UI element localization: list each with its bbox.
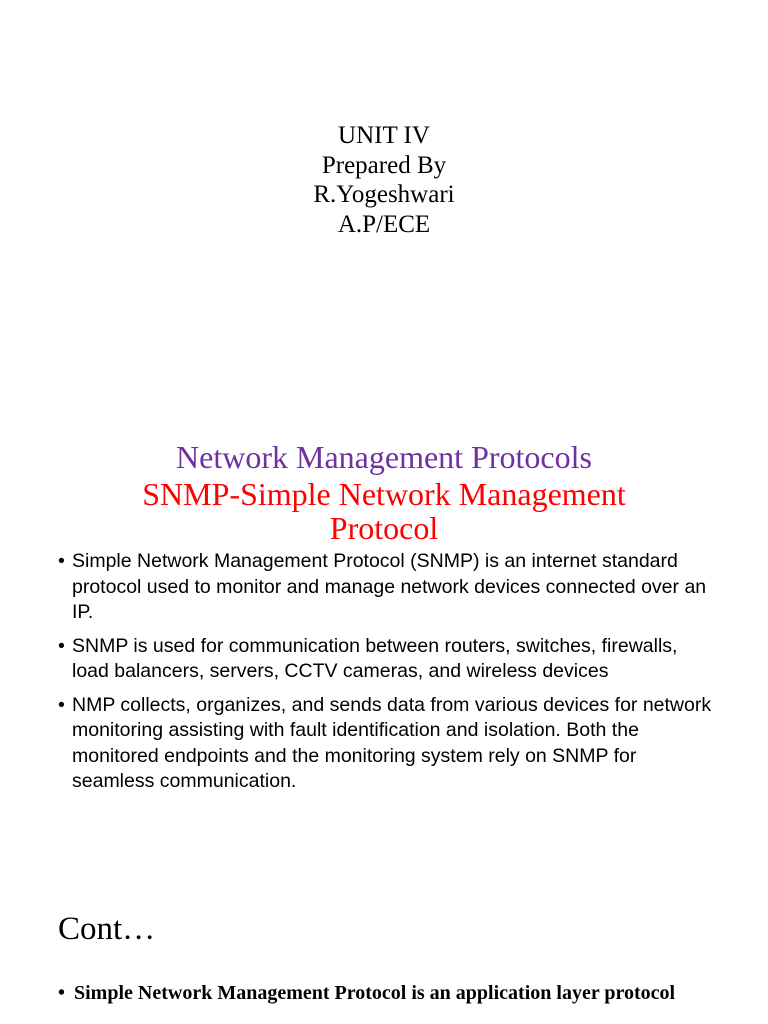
bullet-text: NMP collects, organizes, and sends data from various devices for network monitoring assisting with fault identification and isolation. Both the monitored endpoints and the monitoring system rely on SNMP for seamless communication. xyxy=(72,693,712,792)
slide-subheading xyxy=(0,477,768,545)
title-block xyxy=(0,121,768,239)
bullet-icon: • xyxy=(58,634,65,657)
list-item xyxy=(58,634,718,685)
bullet-icon: • xyxy=(58,693,65,716)
snmp-slide xyxy=(0,384,768,864)
cont-bullet-list xyxy=(58,981,718,1006)
author-name: R.Yogeshwari xyxy=(313,181,455,208)
list-item xyxy=(58,981,718,1006)
slide-heading: Network Management Protocols xyxy=(176,439,592,475)
title-slide xyxy=(0,0,768,384)
prepared-by-label: Prepared By xyxy=(321,151,447,179)
cont-title: Cont… xyxy=(58,911,156,947)
bullet-text: SNMP is used for communication between routers, switches, firewalls, load balancers, servers, CCTV cameras, and wireless devices xyxy=(72,634,678,682)
list-item xyxy=(58,549,718,626)
bullet-text: Simple Network Management Protocol (SNMP) is an internet standard protocol used to monitor and manage network devices connected over an IP. xyxy=(72,550,707,623)
bullet-icon: • xyxy=(58,550,65,572)
unit-title: UNIT IV xyxy=(338,122,430,149)
bullet-icon: • xyxy=(58,982,66,1004)
bullet-list xyxy=(58,549,718,803)
cont-slide xyxy=(0,864,768,1024)
bullet-text: Simple Network Management Protocol is an application layer protocol xyxy=(74,982,676,1004)
subheading-line-2: Protocol xyxy=(329,510,439,546)
list-item xyxy=(58,693,718,795)
author-designation: A.P/ECE xyxy=(337,210,431,238)
subheading-line-1: SNMP-Simple Network Management xyxy=(142,476,626,512)
